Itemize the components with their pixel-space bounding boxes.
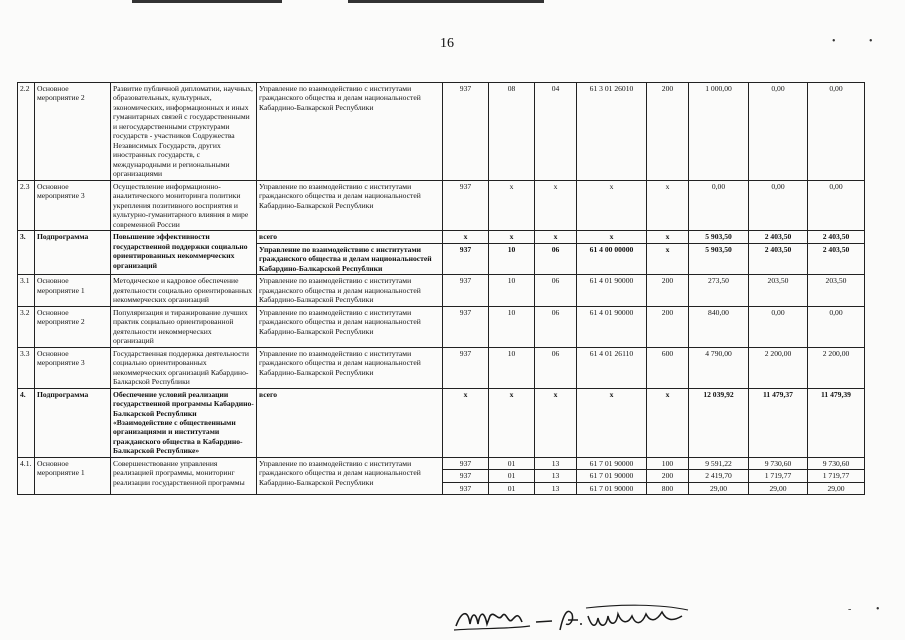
cell-v1: 1 000,00 (689, 83, 749, 181)
executor-cell: всего (257, 231, 443, 243)
cell-rz: 10 (489, 275, 535, 306)
cell-pr: 13 (535, 457, 577, 469)
cell-v3: 2 403,50 (808, 243, 865, 274)
executor-cell: Управление по взаимодействию с институтами гражданского общества и делам национальностей Кабардино-Балкарской Республики (257, 83, 443, 181)
handwritten-signature (450, 602, 710, 636)
row-number-cell: 4.1. (18, 457, 35, 494)
cell-v1: 273,50 (689, 275, 749, 306)
cell-vr: 100 (647, 457, 689, 469)
scan-top-rule (132, 0, 282, 3)
budget-table-body (18, 83, 865, 495)
cell-v2: 29,00 (749, 482, 808, 494)
table-row (18, 457, 865, 469)
cell-rz: 01 (489, 482, 535, 494)
cell-v3: 9 730,60 (808, 457, 865, 469)
cell-grbs: 937 (443, 83, 489, 181)
cell-grbs: x (443, 231, 489, 243)
cell-vr: 200 (647, 470, 689, 482)
event-name-cell: Развитие публичной дипломатии, научных, образовательных, культурных, экономических, информационных и иных гуманитарных связей с государственными и негосударственными структурами государств - участников Содружества Независимых Государств, других иностранных государств, с международными и региональными организациями (111, 83, 257, 181)
cell-v1: 840,00 (689, 306, 749, 347)
cell-v1: 0,00 (689, 180, 749, 230)
cell-v3: 11 479,39 (808, 388, 865, 457)
cell-csr: 61 4 00 00000 (577, 243, 647, 274)
event-name-cell: Государственная поддержка деятельности социально ориентированных некоммерческих организаций Кабардино-Балкарской Республики (111, 347, 257, 388)
cell-csr: 61 4 01 90000 (577, 275, 647, 306)
scan-speck: - (848, 604, 852, 615)
table-row (18, 231, 865, 243)
executor-cell: Управление по взаимодействию с институтами гражданского общества и делам национальностей Кабардино-Балкарской Республики (257, 306, 443, 347)
cell-pr: 13 (535, 482, 577, 494)
row-type-cell: Основное мероприятие 2 (35, 83, 111, 181)
cell-v3: 1 719,77 (808, 470, 865, 482)
cell-v2: 1 719,77 (749, 470, 808, 482)
cell-v1: 29,00 (689, 482, 749, 494)
table-row (18, 306, 865, 347)
cell-grbs: 937 (443, 347, 489, 388)
row-type-cell: Основное мероприятие 2 (35, 306, 111, 347)
table-row (18, 180, 865, 230)
event-name-cell: Популяризация и тиражирование лучших практик социально ориентированной деятельности некоммерческих организаций (111, 306, 257, 347)
scan-speck: • (869, 36, 873, 47)
row-number-cell: 2.3 (18, 180, 35, 230)
cell-v2: 11 479,37 (749, 388, 808, 457)
cell-pr: x (535, 388, 577, 457)
event-name-cell: Совершенствование управления реализацией программы, мониторинг реализации государственной программы (111, 457, 257, 494)
cell-v1: 4 790,00 (689, 347, 749, 388)
cell-pr: 06 (535, 243, 577, 274)
cell-csr: x (577, 180, 647, 230)
cell-v2: 0,00 (749, 306, 808, 347)
cell-rz: 10 (489, 347, 535, 388)
cell-v3: 2 200,00 (808, 347, 865, 388)
cell-rz: 10 (489, 306, 535, 347)
event-name-cell: Повышение эффективности государственной поддержки социально ориентированных некоммерческих организаций (111, 231, 257, 275)
row-type-cell: Основное мероприятие 3 (35, 347, 111, 388)
cell-pr: x (535, 231, 577, 243)
event-name-cell: Обеспечение условий реализации государственной программы Кабардино-Балкарской Республики «Взаимодействие с общественными организациями и институтами гражданского общества в Кабардино-Балкарской Республике» (111, 388, 257, 457)
table-row (18, 388, 865, 457)
cell-grbs: 937 (443, 243, 489, 274)
row-type-cell: Основное мероприятие 3 (35, 180, 111, 230)
cell-v3: 0,00 (808, 306, 865, 347)
cell-pr: x (535, 180, 577, 230)
cell-vr: 800 (647, 482, 689, 494)
cell-pr: 06 (535, 306, 577, 347)
executor-cell: Управление по взаимодействию с институтами гражданского общества и делам национальностей Кабардино-Балкарской Республики (257, 457, 443, 494)
row-number-cell: 2.2 (18, 83, 35, 181)
cell-v2: 9 730,60 (749, 457, 808, 469)
table-row (18, 83, 865, 181)
executor-cell: Управление по взаимодействию с институтами гражданского общества и делам национальностей Кабардино-Балкарской Республики (257, 347, 443, 388)
executor-cell: Управление по взаимодействию с институтами гражданского общества и делам национальностей Кабардино-Балкарской Республики (257, 243, 443, 274)
cell-v2: 0,00 (749, 83, 808, 181)
cell-rz: x (489, 231, 535, 243)
cell-v3: 29,00 (808, 482, 865, 494)
executor-cell: Управление по взаимодействию с институтами гражданского общества и делам национальностей Кабардино-Балкарской Республики (257, 180, 443, 230)
cell-rz: x (489, 388, 535, 457)
scan-speck: • (832, 36, 836, 47)
cell-rz: 08 (489, 83, 535, 181)
cell-grbs: 937 (443, 275, 489, 306)
event-name-cell: Методическое и кадровое обеспечение деятельности социально ориентированных некоммерческих организаций (111, 275, 257, 306)
cell-csr: x (577, 388, 647, 457)
cell-grbs: 937 (443, 180, 489, 230)
cell-vr: x (647, 243, 689, 274)
cell-csr: 61 7 01 90000 (577, 482, 647, 494)
cell-v2: 203,50 (749, 275, 808, 306)
cell-csr: 61 3 01 26010 (577, 83, 647, 181)
cell-rz: x (489, 180, 535, 230)
row-type-cell: Основное мероприятие 1 (35, 457, 111, 494)
cell-grbs: 937 (443, 306, 489, 347)
cell-pr: 04 (535, 83, 577, 181)
cell-csr: 61 7 01 90000 (577, 470, 647, 482)
cell-v1: 9 591,22 (689, 457, 749, 469)
row-number-cell: 4. (18, 388, 35, 457)
cell-pr: 06 (535, 347, 577, 388)
cell-vr: x (647, 231, 689, 243)
cell-vr: x (647, 388, 689, 457)
cell-v3: 0,00 (808, 83, 865, 181)
cell-v3: 2 403,50 (808, 231, 865, 243)
row-number-cell: 3. (18, 231, 35, 275)
cell-grbs: 937 (443, 470, 489, 482)
cell-v2: 2 200,00 (749, 347, 808, 388)
cell-csr: 61 7 01 90000 (577, 457, 647, 469)
cell-v3: 0,00 (808, 180, 865, 230)
cell-v3: 203,50 (808, 275, 865, 306)
cell-v1: 2 419,70 (689, 470, 749, 482)
cell-rz: 01 (489, 470, 535, 482)
page-number: 16 (440, 36, 454, 51)
cell-grbs: 937 (443, 482, 489, 494)
row-number-cell: 3.2 (18, 306, 35, 347)
cell-v2: 2 403,50 (749, 231, 808, 243)
row-type-cell: Основное мероприятие 1 (35, 275, 111, 306)
cell-vr: 200 (647, 306, 689, 347)
cell-pr: 06 (535, 275, 577, 306)
cell-csr: x (577, 231, 647, 243)
cell-vr: 200 (647, 275, 689, 306)
table-row (18, 275, 865, 306)
cell-csr: 61 4 01 90000 (577, 306, 647, 347)
event-name-cell: Осуществление информационно-аналитического мониторинга политики укрепления позитивного восприятия и культурно-гуманитарного влияния в мире современной России (111, 180, 257, 230)
cell-vr: 200 (647, 83, 689, 181)
cell-v2: 2 403,50 (749, 243, 808, 274)
cell-grbs: x (443, 388, 489, 457)
executor-cell: всего (257, 388, 443, 457)
row-number-cell: 3.3 (18, 347, 35, 388)
cell-v1: 5 903,50 (689, 231, 749, 243)
cell-v1: 5 903,50 (689, 243, 749, 274)
scan-top-rule (348, 0, 544, 3)
cell-v1: 12 039,92 (689, 388, 749, 457)
row-type-cell: Подпрограмма (35, 231, 111, 275)
row-type-cell: Подпрограмма (35, 388, 111, 457)
cell-vr: x (647, 180, 689, 230)
cell-rz: 01 (489, 457, 535, 469)
row-number-cell: 3.1 (18, 275, 35, 306)
cell-v2: 0,00 (749, 180, 808, 230)
scan-speck: • (876, 604, 880, 615)
table-row (18, 347, 865, 388)
executor-cell: Управление по взаимодействию с институтами гражданского общества и делам национальностей Кабардино-Балкарской Республики (257, 275, 443, 306)
cell-rz: 10 (489, 243, 535, 274)
cell-csr: 61 4 01 26110 (577, 347, 647, 388)
budget-table (17, 82, 865, 495)
cell-pr: 13 (535, 470, 577, 482)
cell-vr: 600 (647, 347, 689, 388)
cell-grbs: 937 (443, 457, 489, 469)
